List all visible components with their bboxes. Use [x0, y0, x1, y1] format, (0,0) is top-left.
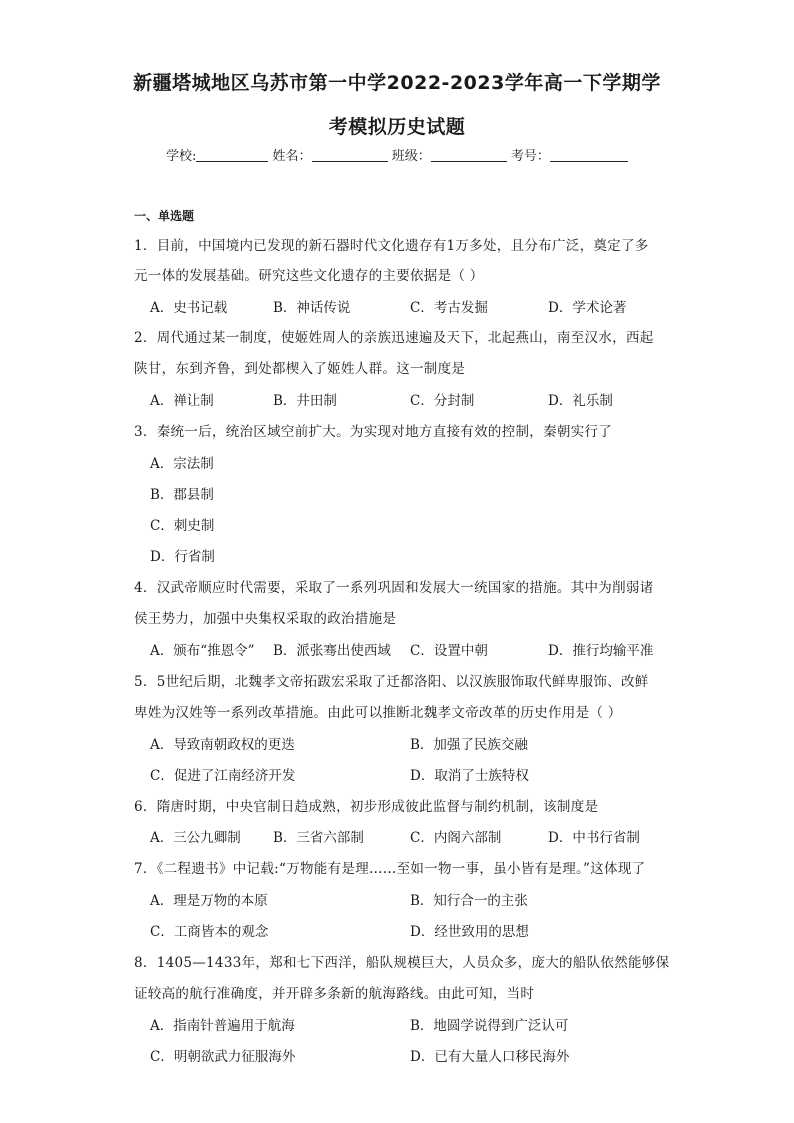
question-4-option-c[interactable]: C．设置中朝	[410, 643, 488, 659]
question-3-option-d[interactable]: D．行省制	[150, 549, 215, 565]
question-3-option-a[interactable]: A．宗法制	[150, 456, 214, 472]
question-1-line-2: 元一体的发展基础。研究这些文化遗存的主要依据是（ ）	[134, 268, 484, 284]
section-title: 一、单选题	[134, 209, 195, 223]
question-7-option-d[interactable]: D．经世致用的思想	[410, 924, 529, 940]
question-5-line-2: 卑姓为汉姓等一系列改革措施。由此可以推断北魏孝文帝改革的历史作用是（ ）	[134, 705, 622, 721]
question-8-line-2: 证较高的航行准确度，并开辟多条新的航海路线。由此可知，当时	[134, 986, 535, 1002]
question-7-option-b[interactable]: B．知行合一的主张	[410, 893, 528, 909]
question-1-option-d[interactable]: D．学术论著	[548, 300, 627, 316]
question-8-option-b[interactable]: B．地圆学说得到广泛认可	[410, 1018, 569, 1034]
question-4-option-a[interactable]: A．颁布“推恩令”	[150, 643, 255, 659]
number-blank[interactable]	[550, 147, 628, 162]
exam-title-line1: 新疆塔城地区乌苏市第一中学2022-2023学年高一下学期学	[133, 72, 661, 94]
question-7-option-a[interactable]: A．理是万物的本原	[150, 893, 268, 909]
question-2-line-2: 陕甘，东到齐鲁，到处都楔入了姬姓人群。这一制度是	[134, 361, 466, 377]
question-6-option-c[interactable]: C．内阁六部制	[410, 830, 502, 846]
question-8-option-a[interactable]: A．指南针普遍用于航海	[150, 1018, 295, 1034]
question-1-line-1: 1．目前，中国境内已发现的新石器时代文化遗存有1万多处，且分布广泛，奠定了多	[134, 238, 649, 254]
question-5-option-b[interactable]: B．加强了民族交融	[410, 737, 528, 753]
question-2-line-1: 2．周代通过某一制度，使姬姓周人的亲族迅速遍及天下，北起燕山，南至汉水，西起	[134, 330, 654, 346]
class-blank[interactable]	[431, 147, 507, 162]
student-info-row	[166, 145, 628, 164]
question-6-line-1: 6．隋唐时期，中央官制日趋成熟，初步形成彼此监督与制约机制，该制度是	[134, 799, 599, 815]
question-2-option-a[interactable]: A．禅让制	[150, 393, 214, 409]
exam-title-line2: 考模拟历史试题	[328, 116, 466, 138]
question-3-option-b[interactable]: B．郡县制	[150, 487, 214, 503]
question-3-line-1: 3．秦统一后，统治区域空前扩大。为实现对地方直接有效的控制，秦朝实行了	[134, 424, 613, 440]
question-1-option-a[interactable]: A．史书记载	[150, 300, 228, 316]
question-7-option-c[interactable]: C．工商皆本的观念	[150, 924, 269, 940]
class-label: 班级：	[391, 149, 431, 164]
question-8-option-c[interactable]: C．明朝欲武力征服海外	[150, 1049, 296, 1065]
question-1-option-c[interactable]: C．考古发掘	[410, 300, 488, 316]
question-8-line-1: 8．1405—1433年，郑和七下西洋，船队规模巨大，人员众多，庞大的船队依然能够保	[134, 955, 670, 971]
name-blank[interactable]	[312, 147, 388, 162]
question-5-line-1: 5．5世纪后期，北魏孝文帝拓跋宏采取了迁都洛阳、以汉族服饰取代鲜卑服饰、改鲜	[134, 674, 649, 690]
question-3-option-c[interactable]: C．刺史制	[150, 518, 215, 534]
school-label: 学校:	[166, 149, 197, 164]
question-5-option-a[interactable]: A．导致南朝政权的更迭	[150, 737, 295, 753]
question-2-option-b[interactable]: B．井田制	[273, 393, 337, 409]
question-2-option-d[interactable]: D．礼乐制	[548, 393, 613, 409]
name-label: 姓名：	[272, 149, 312, 164]
question-6-option-a[interactable]: A．三公九卿制	[150, 830, 241, 846]
question-2-option-c[interactable]: C．分封制	[410, 393, 475, 409]
question-5-option-d[interactable]: D．取消了士族特权	[410, 768, 529, 784]
question-4-line-2: 侯王势力，加强中央集权采取的政治措施是	[134, 611, 397, 627]
question-5-option-c[interactable]: C．促进了江南经济开发	[150, 768, 296, 784]
question-4-option-d[interactable]: D．推行均输平准	[548, 643, 654, 659]
question-4-option-b[interactable]: B．派张骞出使西域	[273, 643, 391, 659]
question-1-option-b[interactable]: B．神话传说	[273, 300, 351, 316]
question-7-line-1: 7．《二程遗书》中记载:“万物能有是理……至如一物一事，虽小皆有是理。”这体现了	[134, 861, 646, 877]
number-label: 考号：	[510, 149, 550, 164]
question-4-line-1: 4．汉武帝顺应时代需要，采取了一系列巩固和发展大一统国家的措施。其中为削弱诸	[134, 580, 654, 596]
question-8-option-d[interactable]: D．已有大量人口移民海外	[410, 1049, 570, 1065]
question-6-option-b[interactable]: B．三省六部制	[273, 830, 364, 846]
school-blank[interactable]	[196, 147, 268, 162]
question-6-option-d[interactable]: D．中书行省制	[548, 830, 640, 846]
